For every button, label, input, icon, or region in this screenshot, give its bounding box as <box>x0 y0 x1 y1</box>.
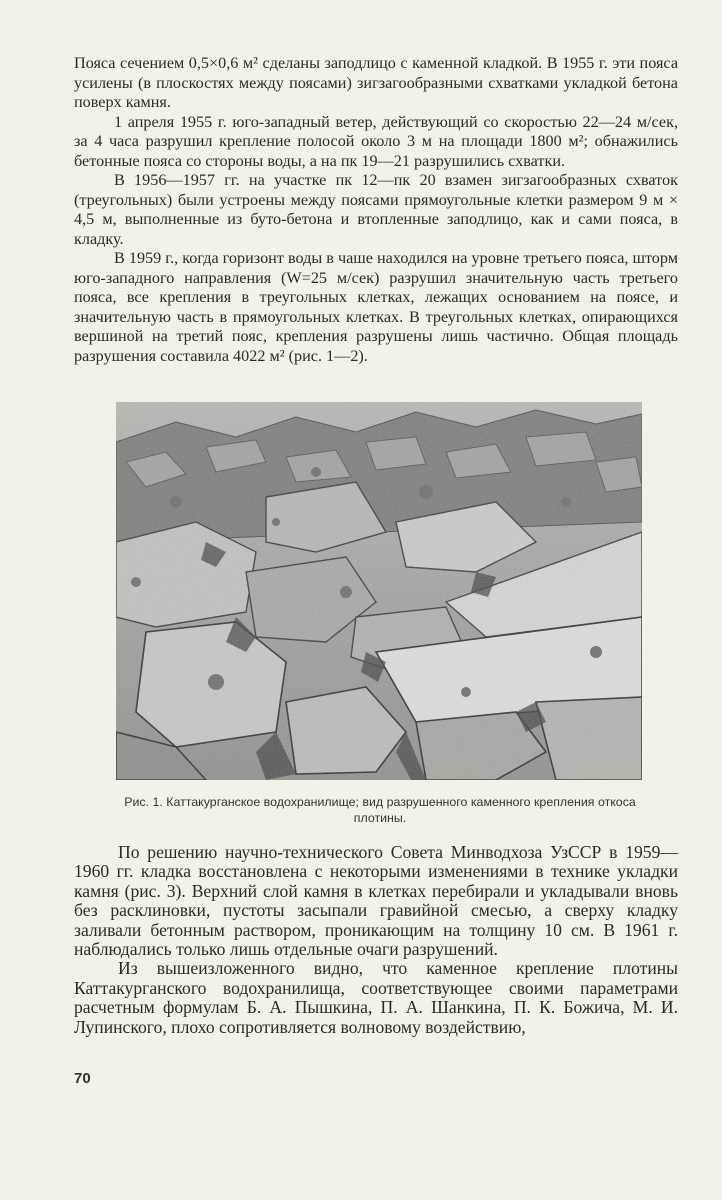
paragraph-3: В 1956—1957 гг. на участке пк 12—пк 20 взамен зигзагообразных схваток (треугольных) были устроены между поясами прямоугольные клетки размером 9 м × 4,5 м, выполненные из буто-бетона и втопленные заподлицо, как и сами пояса, в кладку. <box>74 171 678 248</box>
paragraph-4: В 1959 г., когда горизонт воды в чаше находился на уровне третьего пояса, шторм юго-западного направления (W=25 м/сек) разрушил значительную часть третьего пояса, все крепления в треугольных клетках, лежащих основанием на поясе, и значительную часть в прямоугольных клетках. В треугольных клетках, опирающихся вершиной на третий пояс, крепления разрушены лишь частично. Общая площадь разрушения составила 4022 м² (рис. 1—2). <box>74 249 678 365</box>
paragraph-5: По решению научно-технического Совета Минводхоза УзССР в 1959—1960 гг. кладка восстановлена с некоторыми изменениями в технике укладки камня (рис. 3). Верхний слой камня в клетках перебирали и укладывали вновь без расклиновки, пустоты засыпали гравийной смесью, а сверху кладку заливали бетонным раствором, проникающим на толщину 10 см. В 1961 г. наблюдались только лишь отдельные очаги разрушений. <box>74 842 678 960</box>
paragraph-6: Из вышеизложенного видно, что каменное крепление плотины Каттакурганского водохранилища, соответствующее своими параметрами расчетным формулам Б. А. Пышкина, П. А. Шанкина, П. К. Божича, М. И. Лупинского, плохо сопротивляется волновому воздействию, <box>74 958 678 1037</box>
paragraph-1: Пояса сечением 0,5×0,6 м² сделаны заподлицо с каменной кладкой. В 1955 г. эти пояса усилены (в плоскостях между поясами) зигзагообразными схватками укладкой бетона поверх камня. <box>74 54 678 111</box>
paragraph-2: 1 апреля 1955 г. юго-западный ветер, действующий со скоростью 22—24 м/сек, за 4 часа разрушил крепление полосой около 3 м на площади 1800 м²; обнажились бетонные пояса со стороны воды, а на пк 19—21 разрушились схватки. <box>74 112 678 170</box>
top-text-block <box>74 54 678 366</box>
figure-caption: Рис. 1. Каттакурганское водохранилище; вид разрушенного каменного крепления откоса плотины. <box>124 795 636 825</box>
page-number: 70 <box>74 1070 91 1087</box>
rubble-photo-illustration <box>116 402 642 780</box>
figure-photo-damaged-revetment <box>116 402 642 780</box>
bottom-text-block <box>74 843 678 1037</box>
